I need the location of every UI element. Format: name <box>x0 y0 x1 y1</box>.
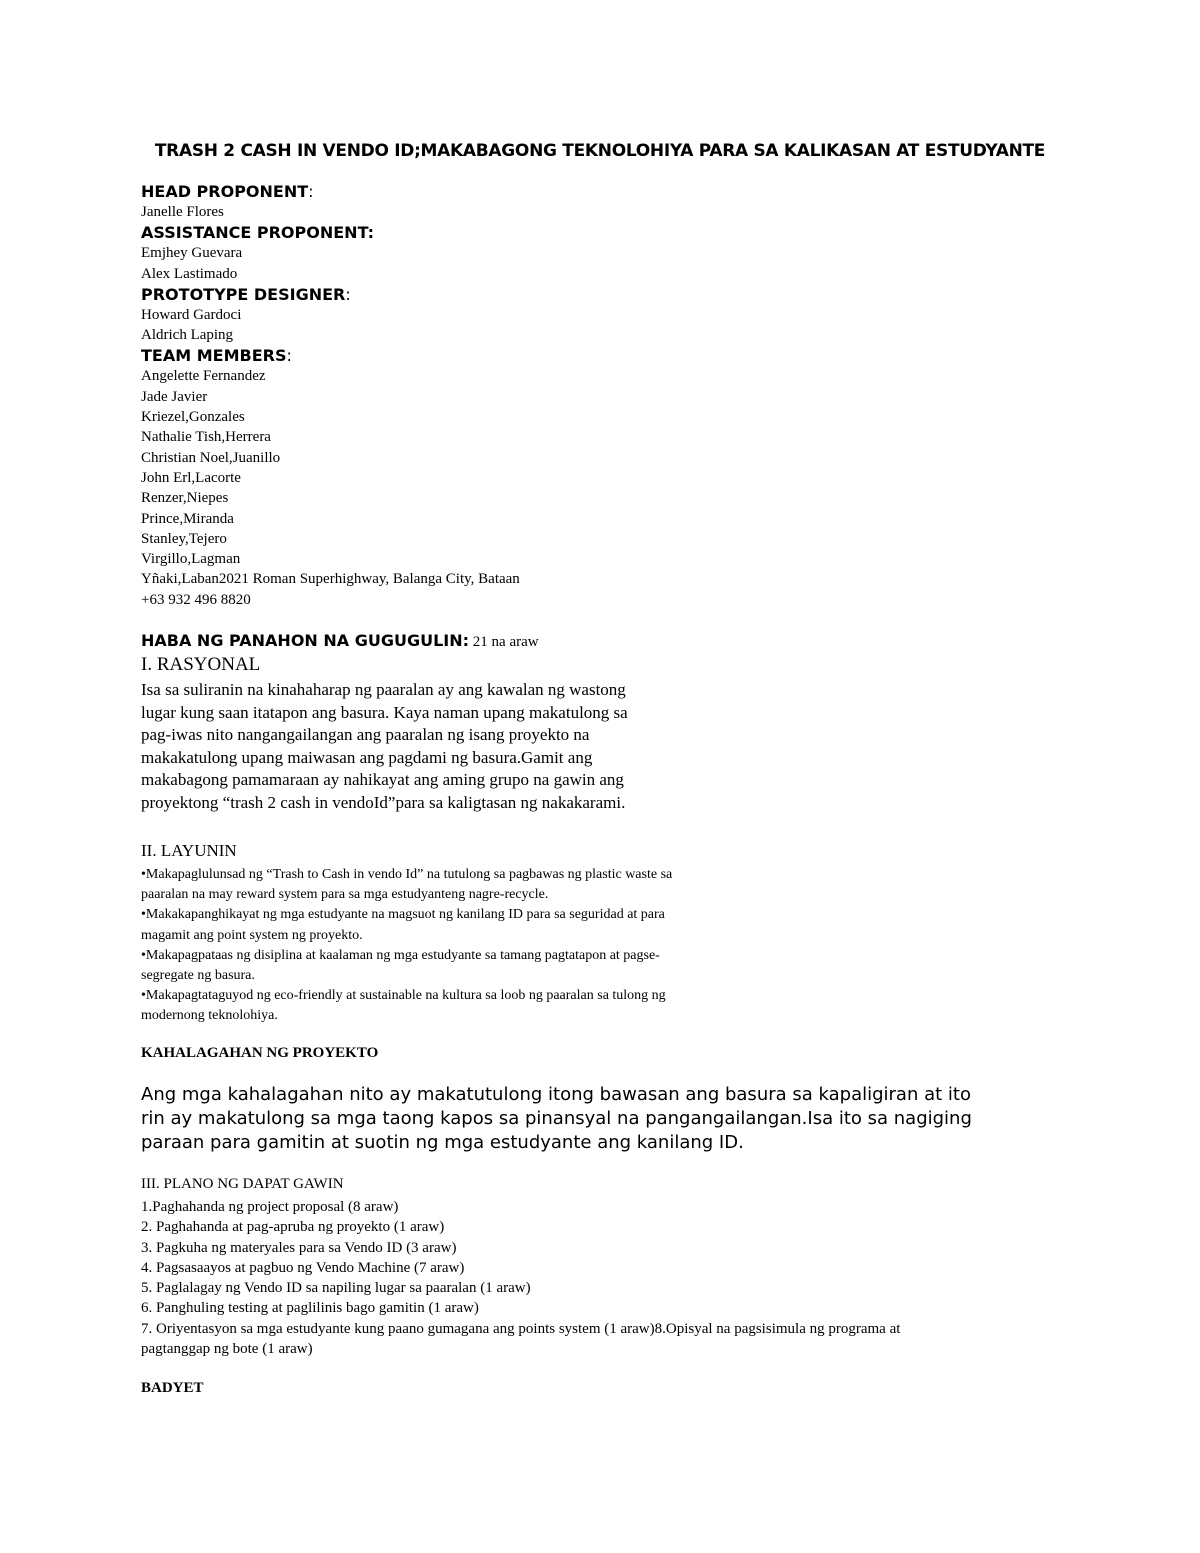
kahalagahan-line: paraan para gamitin at suotin ng mga estudyante ang kanilang ID. <box>141 1132 744 1153</box>
plano-item: 7. Oriyentasyon sa mga estudyante kung paano gumagana ang points system (1 araw)8.Opisyal na pagsisimula ng programa at <box>141 1320 901 1337</box>
layunin-line: magamit ang point system ng proyekto. <box>141 927 363 943</box>
team-member-name: John Erl,Lacorte <box>141 469 241 486</box>
plano-heading: III. PLANO NG DAPAT GAWIN <box>141 1176 344 1192</box>
layunin-line: segregate ng basura. <box>141 968 255 984</box>
head-proponent-label: HEAD PROPONENT: <box>141 182 314 201</box>
team-member-name: Jade Javier <box>141 388 208 405</box>
team-member-name: Angelette Fernandez <box>141 368 266 385</box>
rasyonal-line: proyektong “trash 2 cash in vendoId”para sa kaligtasan ng nakakarami. <box>141 792 626 812</box>
rasyonal-heading: I. RASYONAL <box>141 654 261 675</box>
rasyonal-line: Isa sa suliranin na kinahaharap ng paaralan ay ang kawalan ng wastong <box>141 680 626 699</box>
assistance-proponent-name: Alex Lastimado <box>141 265 238 282</box>
kahalagahan-line: rin ay makatulong sa mga taong kapos sa pinansyal na pangangailangan.Isa ito sa nagiging <box>141 1108 972 1129</box>
layunin-list <box>141 865 672 1027</box>
plano-item: 4. Pagsasaayos at pagbuo ng Vendo Machine (7 araw) <box>141 1259 465 1276</box>
prototype-designer-label: PROTOTYPE DESIGNER: <box>141 284 351 304</box>
plano-item: pagtanggap ng bote (1 araw) <box>141 1341 313 1358</box>
rasyonal-line: makakatulong upang maiwasan ang pagdami ng basura.Gamit ang <box>141 747 593 767</box>
team-member-name: Virgillo,Lagman <box>141 551 241 568</box>
team-member-name: Christian Noel,Juanillo <box>141 449 281 466</box>
plano-item: 5. Paglalagay ng Vendo ID sa napiling lugar sa paaralan (1 araw) <box>141 1280 531 1297</box>
badyet-heading: BADYET <box>141 1380 204 1396</box>
plano-item: 6. Panghuling testing at paglilinis bago gamitin (1 araw) <box>141 1300 479 1317</box>
layunin-line: •Makakapanghikayat ng mga estudyante na magsuot ng kanilang ID para sa seguridad at para <box>141 907 665 923</box>
rasyonal-line: makabagong pamamaraan ay nahikayat ang aming grupo na gawin ang <box>141 770 624 790</box>
team-member-name: Renzer,Niepes <box>141 490 229 507</box>
layunin-line: •Makapaglulunsad ng “Trash to Cash in vendo Id” na tutulong sa pagbawas ng plastic waste sa <box>141 867 673 882</box>
layunin-line: •Makapagpataas ng disiplina at kaalaman ng mga estudyante sa tamang pagtatapon at pagse- <box>141 947 660 963</box>
assistance-proponent-name: Emjhey Guevara <box>141 245 243 262</box>
proponents-section <box>141 181 520 610</box>
duration-value: 21 na araw <box>469 634 539 650</box>
team-members-label: TEAM MEMBERS: <box>141 346 292 366</box>
document-title: TRASH 2 CASH IN VENDO ID;MAKABAGONG TEKNOLOHIYA PARA SA KALIKASAN AT ESTUDYANTE <box>154 141 1046 161</box>
duration-line <box>141 631 539 651</box>
rasyonal-line: lugar kung saan itatapon ang basura. Kaya naman upang makatulong sa <box>141 702 628 722</box>
team-member-address: Yñaki,Laban2021 Roman Superhighway, Balanga City, Bataan <box>141 571 520 588</box>
assistance-proponent-label: ASSISTANCE PROPONENT: <box>141 223 374 243</box>
kahalagahan-paragraph <box>141 1083 1071 1155</box>
team-member-name: Stanley,Tejero <box>141 530 227 547</box>
team-member-name: Nathalie Tish,Herrera <box>141 429 271 446</box>
plano-item: 3. Pagkuha ng materyales para sa Vendo ID (3 araw) <box>141 1239 457 1256</box>
plano-item: 1.Paghahanda ng project proposal (8 araw) <box>141 1199 399 1215</box>
layunin-line: modernong teknolohiya. <box>141 1008 278 1024</box>
layunin-heading: II. LAYUNIN <box>141 841 237 860</box>
kahalagahan-line: Ang mga kahalagahan nito ay makatutulong itong bawasan ang basura sa kapaligiran at ito <box>141 1084 971 1105</box>
layunin-line: paaralan na may reward system para sa mga estudyanteng nagre-recycle. <box>141 887 549 903</box>
prototype-designer-name: Howard Gardoci <box>141 306 242 323</box>
team-member-name: Kriezel,Gonzales <box>141 409 245 426</box>
rasyonal-line: pag-iwas nito nangangailangan ang paaralan ng isang proyekto na <box>141 725 590 745</box>
head-proponent-name: Janelle Flores <box>141 204 224 220</box>
plano-list <box>141 1197 900 1359</box>
duration-label: HABA NG PANAHON NA GUGUGULIN: <box>141 631 470 650</box>
plano-item: 2. Paghahanda at pag-apruba ng proyekto (1 araw) <box>141 1219 445 1236</box>
team-member-name: Prince,Miranda <box>141 510 234 527</box>
rasyonal-paragraph <box>141 679 761 815</box>
layunin-line: •Makapagtataguyod ng eco-friendly at sustainable na kultura sa loob ng paaralan sa tulong ng <box>141 988 666 1004</box>
team-member-phone: +63 932 496 8820 <box>141 591 251 608</box>
prototype-designer-name: Aldrich Laping <box>141 327 234 344</box>
kahalagahan-heading: KAHALAGAHAN NG PROYEKTO <box>141 1045 379 1061</box>
